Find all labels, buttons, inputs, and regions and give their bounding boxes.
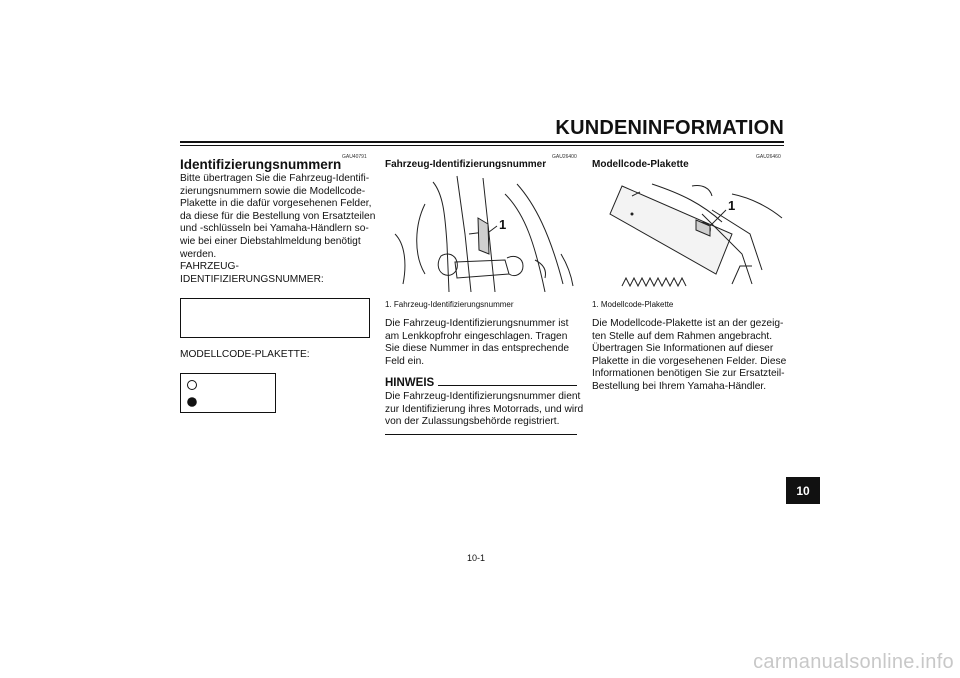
note-paragraph (385, 391, 583, 429)
text-line: Informationen benötigen Sie zur Ersatzteil- (592, 368, 785, 380)
text-line: Die Fahrzeug-Identifizierungsnummer ist (385, 318, 569, 329)
text-line: zur Identifizierung ihres Motorrads, und wird (385, 403, 584, 415)
figure-callout: 1 (499, 217, 507, 232)
figure-callout: 1 (728, 198, 736, 213)
section-code: GAU26400 (552, 154, 577, 160)
modelcode-paragraph (592, 318, 786, 394)
note-rule-bottom (385, 434, 577, 435)
text-line: Die Modellcode-Plakette ist an der gezeig- (592, 318, 784, 329)
modelcode-symbols (181, 374, 275, 412)
figure-caption: 1. Fahrzeug-Identifizierungsnummer (385, 300, 514, 309)
page-title: KUNDENINFORMATION (555, 117, 784, 139)
page-number: 10-1 (467, 553, 486, 563)
text-line: Plakette in die dafür vorgesehenen Felder, (180, 198, 372, 210)
rivet (631, 213, 634, 216)
text-line: ten Stelle auf dem Rahmen angebracht. (592, 330, 773, 342)
text-line: Die Fahrzeug-Identifizierungsnummer dient (385, 391, 581, 402)
watermark: carmanualsonline.info (753, 651, 954, 673)
text-line: am Lenkkopfrohr eingeschlagen. Tragen (385, 330, 568, 342)
text-line: Feld ein. (385, 355, 425, 367)
section-code: GAU40791 (342, 154, 367, 160)
intro-paragraph (180, 173, 375, 286)
callout-line (710, 210, 726, 226)
text-line: zierungsnummern sowie die Modellcode- (180, 185, 366, 197)
text-line: IDENTIFIZIERUNGSNUMMER: (180, 273, 324, 285)
section-code: GAU26460 (756, 154, 781, 160)
vin-entry-box (180, 298, 370, 338)
section-heading: Fahrzeug-Identifizierungsnummer (385, 159, 547, 170)
note-rule-top (438, 385, 577, 386)
text-line: Übertragen Sie Informationen auf dieser (592, 343, 774, 355)
text-line: und -schlüsseln bei Yamaha-Händlern so- (180, 223, 369, 235)
header-rule (180, 141, 784, 143)
steering-head-illustration (385, 174, 577, 292)
text-line: Sie diese Nummer in das entsprechende (385, 343, 570, 355)
modelcode-label: MODELLCODE-PLAKETTE: (180, 349, 310, 360)
figure-caption: 1. Modellcode-Plakette (592, 300, 674, 309)
text-line: Bestellung bei Ihrem Yamaha-Händler. (592, 380, 767, 392)
filled-circle-icon (187, 397, 197, 407)
text-line: von der Zulassungsbehörde registriert. (385, 416, 560, 428)
text-line: werden. (180, 248, 217, 260)
text-line: Plakette in die vorgesehenen Felder. Diese (592, 355, 787, 367)
section-heading: Modellcode-Plakette (592, 159, 689, 170)
text-line: FAHRZEUG- (180, 261, 239, 273)
vin-plate-shape (478, 218, 489, 254)
header-rule-thin (180, 145, 784, 146)
text-line: da diese für die Bestellung von Ersatzteilen (180, 210, 376, 222)
open-circle-icon (188, 381, 197, 390)
vin-paragraph (385, 318, 569, 368)
chapter-tab: 10 (786, 477, 820, 504)
text-line: wie bei einer Diebstahlmeldung benötigt (180, 235, 361, 247)
section-heading: Identifizierungsnummern (180, 157, 342, 172)
callout-line (489, 226, 497, 232)
frame-illustration (592, 174, 784, 292)
text-line: Bitte übertragen Sie die Fahrzeug-Identifi- (180, 173, 370, 184)
note-title: HINWEIS (385, 377, 435, 389)
modelcode-entry-box (180, 373, 276, 413)
